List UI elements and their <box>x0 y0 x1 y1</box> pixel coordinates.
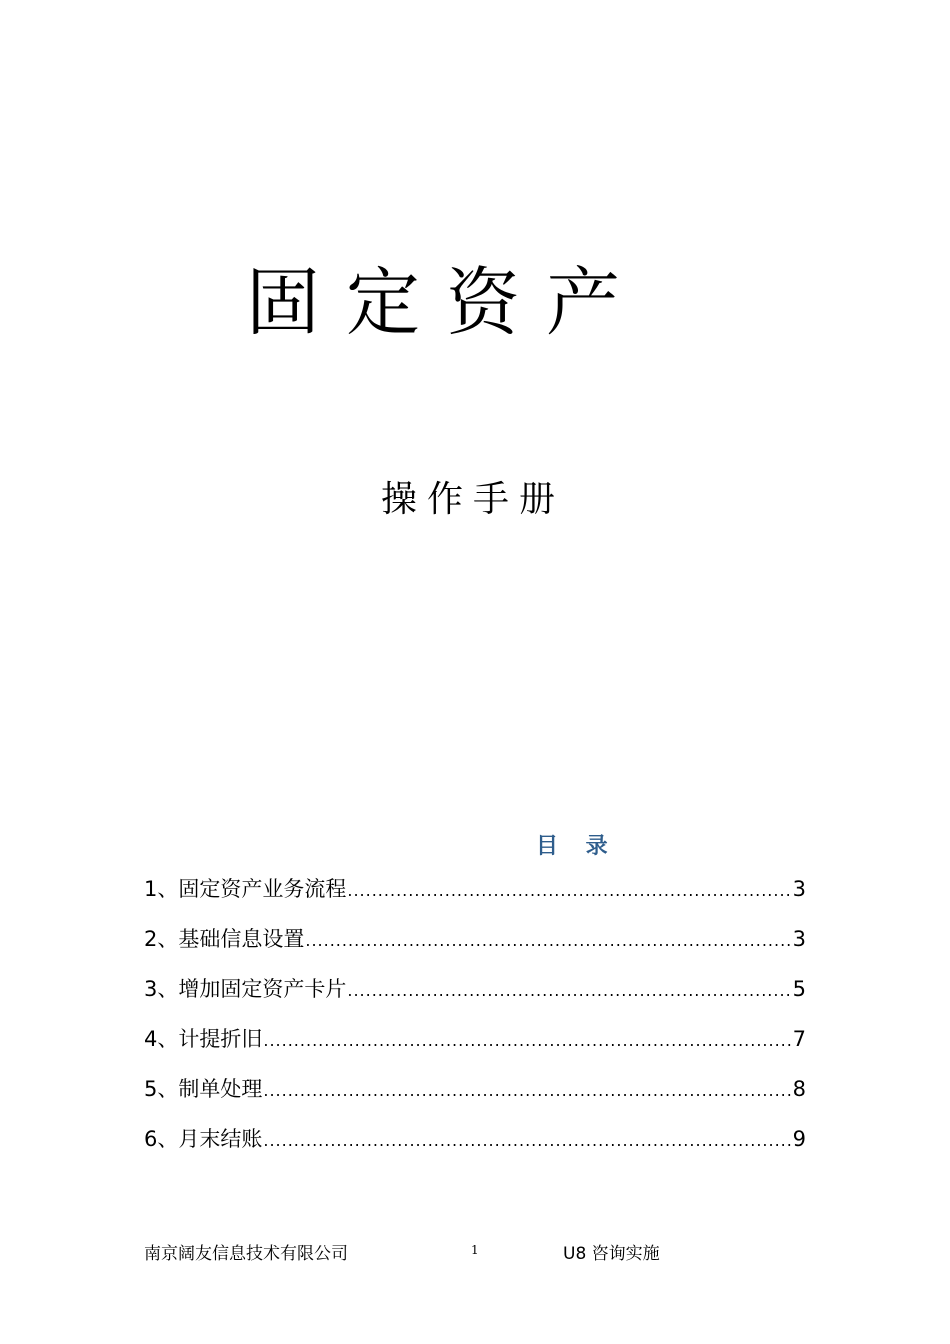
toc-item-number: 3、 <box>144 977 179 1001</box>
toc-item-page: 3 <box>792 927 806 951</box>
toc-item[interactable] <box>144 872 806 922</box>
toc-leader <box>263 1124 791 1158</box>
toc-item-title: 制单处理 <box>178 1077 263 1101</box>
toc-item-number: 6、 <box>144 1127 179 1151</box>
toc-item-number: 2、 <box>144 927 179 951</box>
toc-item-title: 计提折旧 <box>178 1027 263 1051</box>
toc-item-number: 4、 <box>144 1027 179 1051</box>
toc-leader <box>263 1024 791 1058</box>
toc-item[interactable] <box>144 922 806 972</box>
toc-item[interactable] <box>144 972 806 1022</box>
toc-item-page: 8 <box>792 1077 806 1101</box>
toc-item-title: 基础信息设置 <box>178 927 305 951</box>
toc-item-number: 1、 <box>144 877 179 901</box>
toc-leader <box>347 874 791 908</box>
toc-item-page: 3 <box>792 877 806 901</box>
toc-item-number: 5、 <box>144 1077 179 1101</box>
toc-item-title: 月末结账 <box>178 1127 263 1151</box>
document-title: 固定资产 <box>246 260 646 346</box>
toc-leader <box>347 974 791 1008</box>
toc-heading: 目 录 <box>536 834 618 859</box>
toc-leader <box>263 1074 791 1108</box>
toc-item-page: 5 <box>792 977 806 1001</box>
toc-item[interactable] <box>144 1072 806 1122</box>
toc-item-page: 9 <box>792 1127 806 1151</box>
footer-right-text: U8 咨询实施 <box>563 1244 660 1264</box>
toc-leader <box>305 924 791 958</box>
toc-item[interactable] <box>144 1022 806 1072</box>
toc-item-title: 固定资产业务流程 <box>178 877 347 901</box>
toc-item-page: 7 <box>792 1027 806 1051</box>
toc-item[interactable] <box>144 1122 806 1172</box>
toc-item-title: 增加固定资产卡片 <box>178 977 347 1001</box>
table-of-contents <box>144 872 806 1172</box>
footer-page-number: 1 <box>471 1243 479 1257</box>
document-subtitle: 操作手册 <box>381 479 566 520</box>
footer-company: 南京阔友信息技术有限公司 <box>144 1244 348 1264</box>
